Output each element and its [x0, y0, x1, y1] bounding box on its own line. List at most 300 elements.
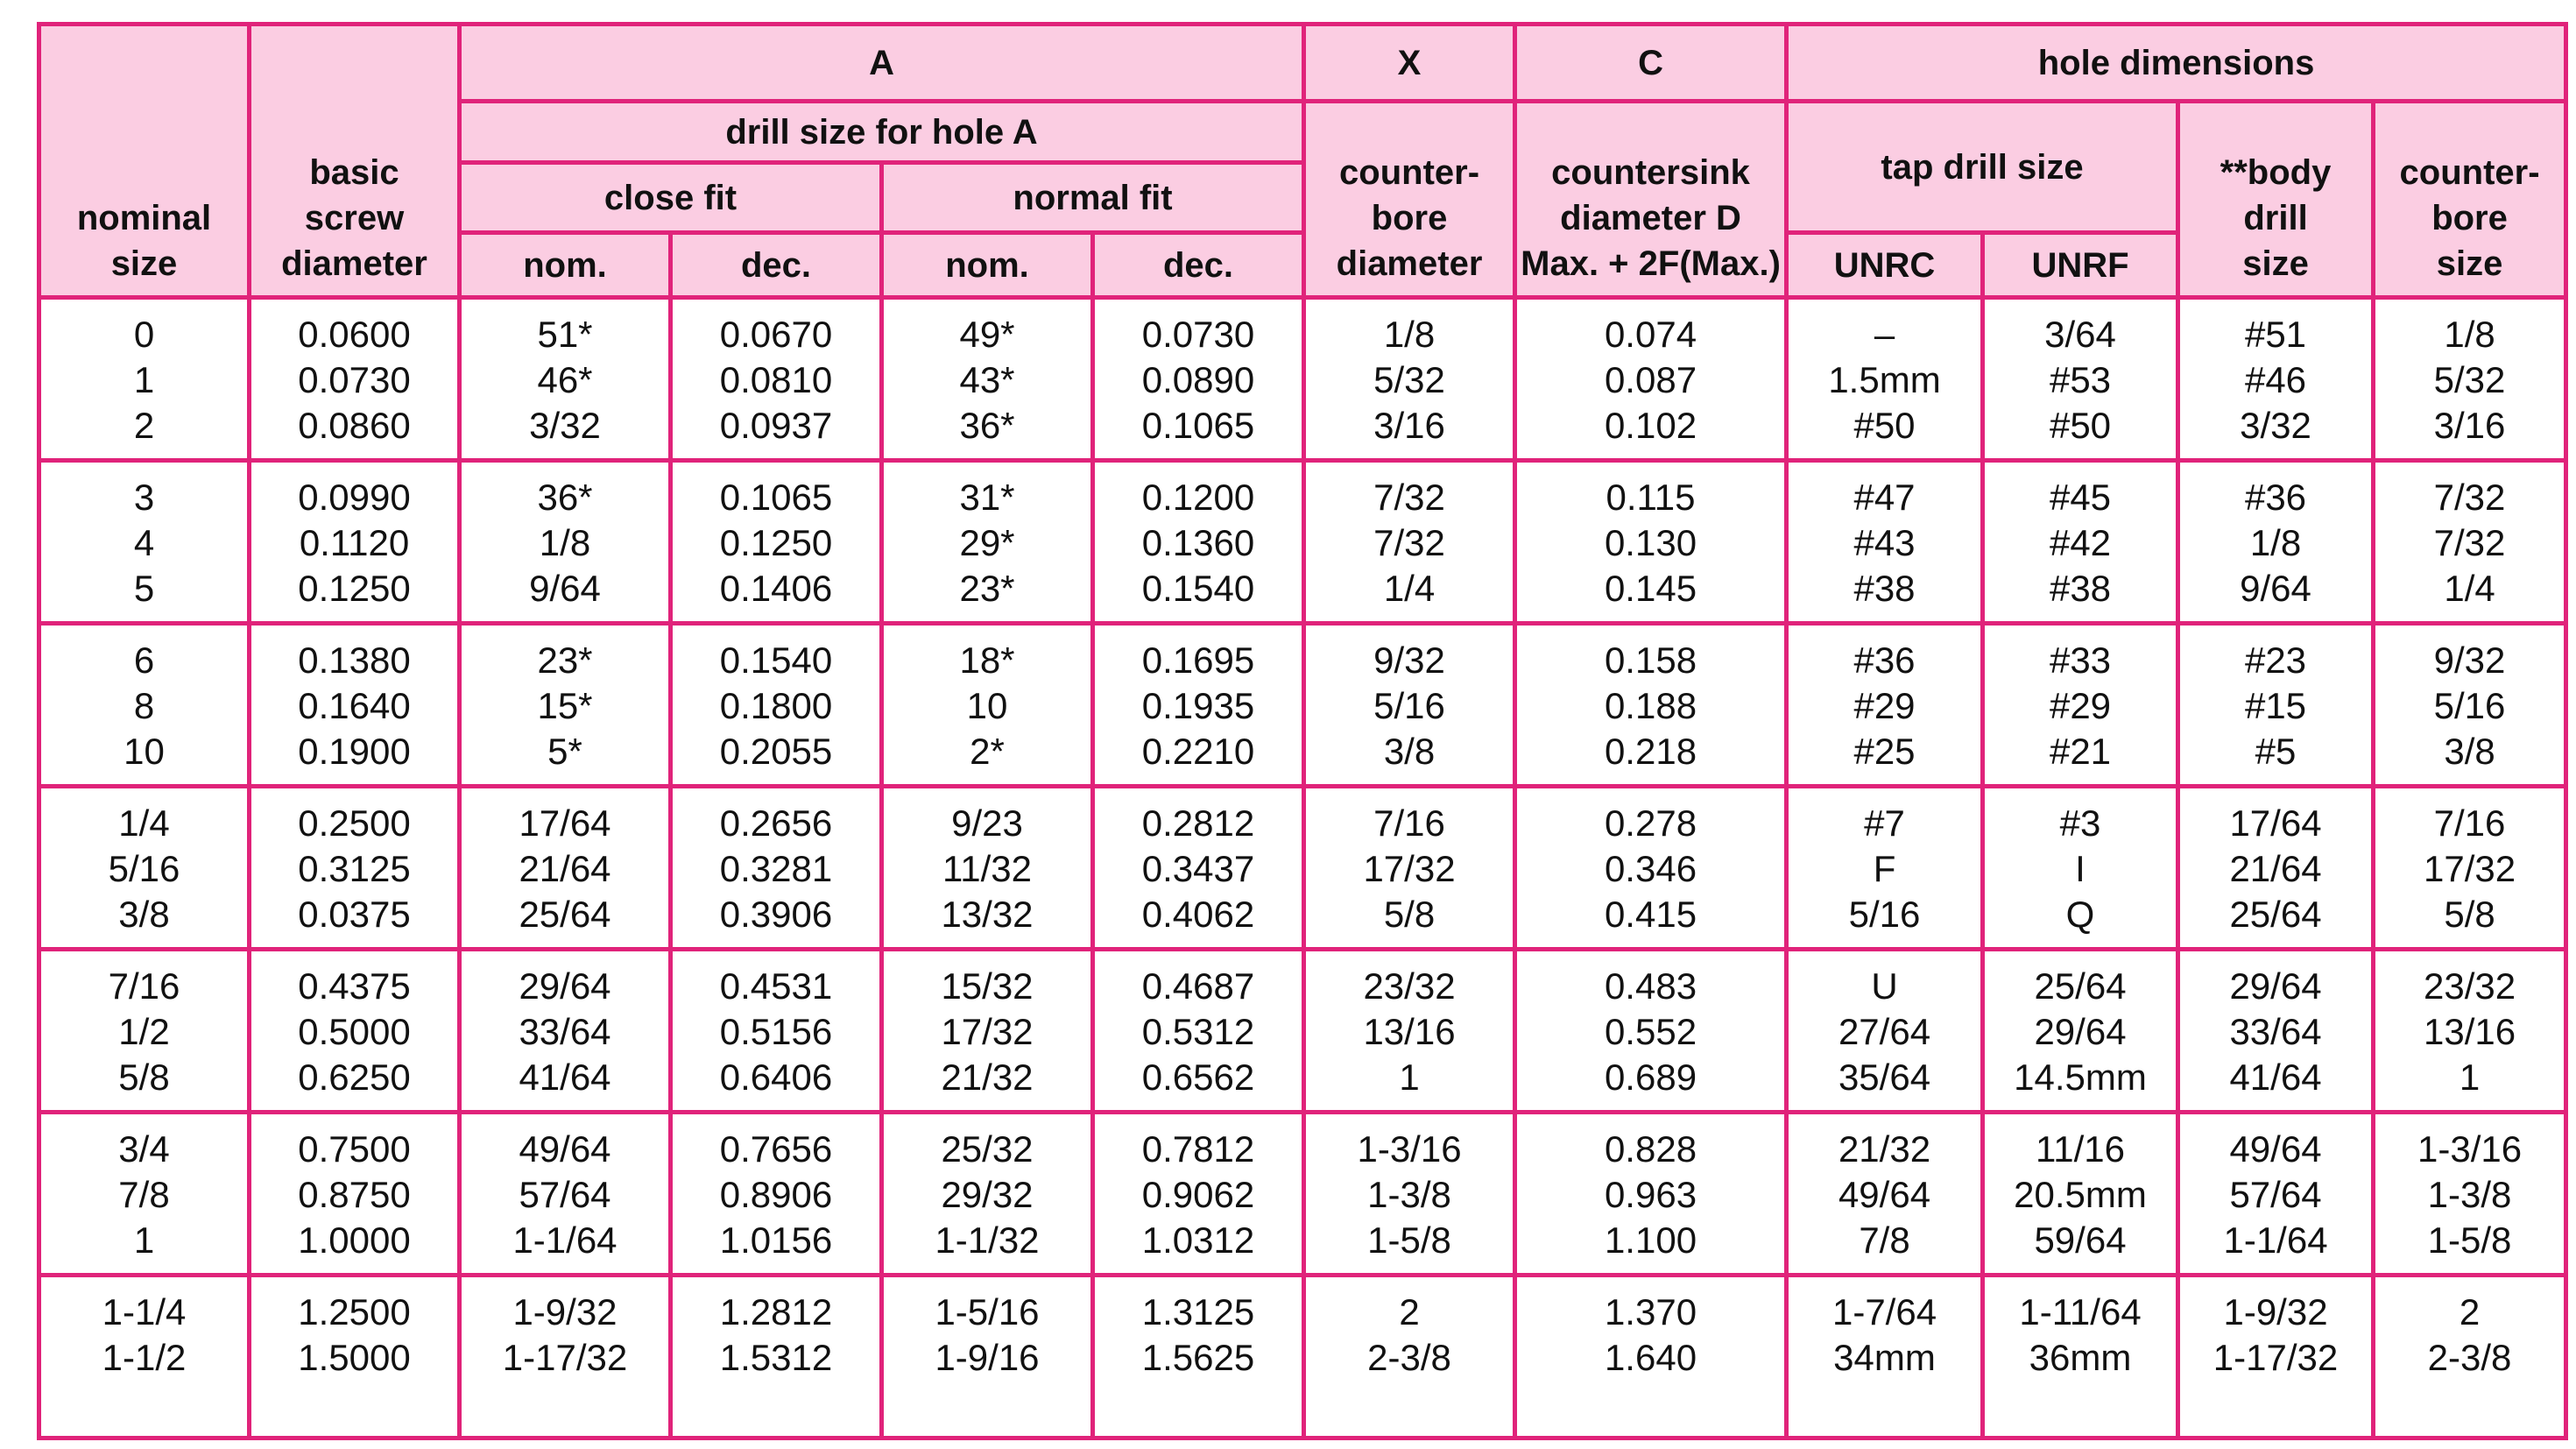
cell-value: 1/8 [2444, 314, 2495, 355]
cell-value: 36* [959, 405, 1015, 446]
cell-value: 31* [959, 477, 1015, 518]
cell-value: 1-5/16 [935, 1291, 1040, 1332]
cell-close-fit-nom [460, 1113, 671, 1276]
cell-tap-unrf [1983, 787, 2178, 950]
cell-value: 1/8 [1383, 314, 1436, 355]
cell-normal-fit-nom [882, 950, 1093, 1113]
cell-body-drill-size [2178, 950, 2374, 1113]
cell-value: 1.5000 [298, 1337, 411, 1378]
cell-value: 1-9/32 [512, 1291, 618, 1332]
cell-value: 25/64 [2229, 894, 2322, 935]
cell-value: 1.5mm [1828, 359, 1941, 400]
cell-value: 7/32 [1373, 477, 1445, 518]
cell-value: 57/64 [519, 1174, 611, 1215]
cell-value: #21 [2049, 731, 2112, 772]
cell-value: 0.2812 [1141, 802, 1255, 844]
cell-value: 0.188 [1604, 685, 1697, 726]
cell-tap-unrf [1983, 298, 2178, 461]
header-unrf: UNRF [1983, 233, 2178, 298]
cell-value: 0.1380 [298, 640, 411, 681]
header-close-nom: nom. [460, 233, 671, 298]
cell-value: 9/64 [2240, 568, 2311, 609]
cell-value: 0.8906 [719, 1174, 833, 1215]
cell-value: 9/32 [1373, 640, 1445, 681]
cell-value: 3/8 [1383, 731, 1436, 772]
cell-value: #38 [1853, 568, 1916, 609]
cell-value: #50 [2049, 405, 2112, 446]
cell-value: 23/32 [2423, 965, 2516, 1007]
cell-value: 29/64 [519, 965, 611, 1007]
cell-normal-fit-nom [882, 298, 1093, 461]
cell-value: 34mm [1833, 1337, 1936, 1378]
cell-value: 0.2500 [298, 802, 411, 844]
cell-countersink-diameter [1515, 1276, 1787, 1438]
cell-body-drill-size [2178, 787, 2374, 950]
cell-value: 1.0312 [1141, 1219, 1255, 1261]
cell-counterbore-diameter [1304, 461, 1515, 624]
cell-value: #45 [2049, 477, 2112, 518]
cell-value: #23 [2244, 640, 2307, 681]
cell-value: #7 [1864, 802, 1905, 844]
cell-value: 1-1/64 [512, 1219, 618, 1261]
cell-value: 2* [970, 731, 1005, 772]
cell-value: 5/16 [1373, 685, 1445, 726]
cell-tap-unrc [1787, 950, 1983, 1113]
cell-value: 7/32 [1373, 522, 1445, 563]
cell-close-fit-dec [671, 624, 882, 787]
cell-value: 0.2210 [1141, 731, 1255, 772]
cell-value: 0.8750 [298, 1174, 411, 1215]
cell-value: 1-11/64 [2019, 1291, 2142, 1332]
cell-value: #36 [1853, 640, 1916, 681]
cell-value: – [1874, 314, 1895, 355]
cell-value: 1.2812 [719, 1291, 833, 1332]
cell-value: 57/64 [2229, 1174, 2322, 1215]
cell-tap-unrc [1787, 787, 1983, 950]
cell-value: 0.6250 [298, 1057, 411, 1098]
cell-normal-fit-nom [882, 787, 1093, 950]
cell-value: 5/32 [2433, 359, 2506, 400]
cell-value: 1/8 [2249, 522, 2302, 563]
cell-value: 1 [133, 359, 155, 400]
cell-value: 29/32 [941, 1174, 1034, 1215]
cell-value: #33 [2049, 640, 2112, 681]
cell-value: 0.158 [1604, 640, 1697, 681]
cell-tap-unrf [1983, 1113, 2178, 1276]
cell-countersink-diameter [1515, 298, 1787, 461]
cell-value: 17/32 [941, 1011, 1034, 1052]
cell-value: 0.1640 [298, 685, 411, 726]
cell-nominal-size [39, 1276, 250, 1438]
cell-value: 0.3437 [1141, 848, 1255, 889]
cell-value: 0.7656 [719, 1128, 833, 1170]
header-line: size [110, 244, 178, 283]
header-line: diameter [281, 244, 427, 283]
cell-value: 23* [537, 640, 593, 681]
cell-counterbore-diameter [1304, 1276, 1515, 1438]
header-line: counter- [2399, 153, 2540, 192]
cell-countersink-diameter [1515, 787, 1787, 950]
cell-value: 29/64 [2034, 1011, 2127, 1052]
cell-value: 5/32 [1373, 359, 1445, 400]
header-basic-screw-diameter [250, 25, 460, 298]
cell-counterbore-size [2374, 461, 2566, 624]
header-counterbore-size [2374, 102, 2566, 298]
header-normal-fit: normal fit [882, 163, 1304, 233]
cell-value: 0.1360 [1141, 522, 1255, 563]
cell-value: 1-1/4 [102, 1291, 187, 1332]
cell-value: 0.1200 [1141, 477, 1255, 518]
cell-value: 13/32 [941, 894, 1034, 935]
cell-value: 0 [133, 314, 155, 355]
cell-value: 0.346 [1604, 848, 1697, 889]
header-group-x: X [1304, 25, 1515, 102]
cell-value: 1 [1399, 1057, 1420, 1098]
cell-close-fit-nom [460, 787, 671, 950]
cell-value: 0.415 [1604, 894, 1697, 935]
cell-value: 3/8 [2444, 731, 2495, 772]
cell-value: 2 [2459, 1291, 2481, 1332]
cell-value: 0.0600 [298, 314, 411, 355]
cell-tap-unrf [1983, 1276, 2178, 1438]
cell-value: 3/32 [2240, 405, 2311, 446]
cell-value: 3 [133, 477, 155, 518]
cell-value: 3/4 [118, 1128, 170, 1170]
cell-value: 29/64 [2229, 965, 2322, 1007]
cell-value: 0.1120 [299, 522, 410, 563]
header-line: size [2436, 244, 2503, 283]
cell-counterbore-size [2374, 1276, 2566, 1438]
cell-value: 17/64 [2229, 802, 2322, 844]
cell-value: 0.689 [1604, 1057, 1697, 1098]
cell-value: 3/64 [2044, 314, 2116, 355]
cell-value: 25/64 [519, 894, 611, 935]
cell-value: 21/32 [941, 1057, 1034, 1098]
cell-nominal-size [39, 1113, 250, 1276]
cell-value: 46* [537, 359, 593, 400]
cell-value: 1/4 [1383, 568, 1436, 609]
cell-value: 0.0890 [1141, 359, 1255, 400]
cell-value: 0.1695 [1141, 640, 1255, 681]
cell-value: 1 [2459, 1057, 2481, 1098]
cell-value: 7/16 [108, 965, 180, 1007]
cell-value: 59/64 [2034, 1219, 2127, 1261]
cell-value: 0.4531 [719, 965, 833, 1007]
cell-normal-fit-dec [1093, 1276, 1304, 1438]
cell-counterbore-size [2374, 298, 2566, 461]
cell-normal-fit-nom [882, 624, 1093, 787]
cell-value: 7/16 [1373, 802, 1445, 844]
cell-basic-diameter [250, 298, 460, 461]
cell-countersink-diameter [1515, 1113, 1787, 1276]
cell-value: 0.3906 [719, 894, 833, 935]
cell-value: 0.074 [1604, 314, 1697, 355]
cell-value: 3/16 [2433, 405, 2506, 446]
cell-value: 0.115 [1606, 477, 1696, 518]
header-close-dec: dec. [671, 233, 882, 298]
cell-normal-fit-nom [882, 1276, 1093, 1438]
cell-value: 6 [133, 640, 155, 681]
cell-value: 0.0375 [298, 894, 411, 935]
cell-tap-unrc [1787, 624, 1983, 787]
cell-value: 10 [966, 685, 1008, 726]
cell-value: 27/64 [1838, 1011, 1931, 1052]
cell-value: 49/64 [519, 1128, 611, 1170]
cell-normal-fit-dec [1093, 787, 1304, 950]
cell-close-fit-dec [671, 787, 882, 950]
cell-value: 14.5mm [2014, 1057, 2147, 1098]
cell-close-fit-nom [460, 950, 671, 1113]
cell-nominal-size [39, 624, 250, 787]
cell-value: 5/8 [118, 1057, 170, 1098]
header-nominal-size [39, 25, 250, 298]
cell-value: 5 [133, 568, 155, 609]
header-counterbore-diameter [1304, 102, 1515, 298]
cell-value: 0.1406 [719, 568, 833, 609]
cell-counterbore-diameter [1304, 1113, 1515, 1276]
cell-value: 2 [1399, 1291, 1420, 1332]
cell-tap-unrc [1787, 1113, 1983, 1276]
cell-value: 41/64 [519, 1057, 611, 1098]
cell-value: 13/16 [1363, 1011, 1456, 1052]
cell-value: 49/64 [1838, 1174, 1931, 1215]
cell-value: 11/32 [942, 848, 1032, 889]
cell-normal-fit-dec [1093, 461, 1304, 624]
cell-value: U [1871, 965, 1898, 1007]
cell-value: 1/8 [539, 522, 591, 563]
cell-value: 2 [133, 405, 155, 446]
cell-normal-fit-nom [882, 1113, 1093, 1276]
header-line: size [2242, 244, 2309, 283]
cell-close-fit-nom [460, 1276, 671, 1438]
cell-value: 0.1935 [1141, 685, 1255, 726]
cell-value: 0.5156 [719, 1011, 833, 1052]
table-row [39, 461, 2566, 624]
header-line: bore [2431, 199, 2508, 237]
cell-value: 1 [133, 1219, 155, 1261]
cell-close-fit-dec [671, 461, 882, 624]
cell-tap-unrc [1787, 1276, 1983, 1438]
cell-value: 1-17/32 [502, 1337, 628, 1378]
table-row [39, 787, 2566, 950]
header-line: basic [309, 153, 399, 192]
cell-basic-diameter [250, 624, 460, 787]
cell-value: 0.552 [1604, 1011, 1697, 1052]
cell-value: 11/16 [2036, 1128, 2126, 1170]
cell-value: 17/64 [519, 802, 611, 844]
cell-value: 0.102 [1604, 405, 1697, 446]
cell-counterbore-size [2374, 950, 2566, 1113]
cell-countersink-diameter [1515, 624, 1787, 787]
cell-basic-diameter [250, 1276, 460, 1438]
header-countersink-diameter [1515, 102, 1787, 298]
header-line: diameter [1336, 244, 1483, 283]
cell-value: 1-3/16 [1357, 1128, 1462, 1170]
cell-value: 0.218 [1604, 731, 1697, 772]
cell-value: 0.130 [1604, 522, 1697, 563]
cell-value: 0.1540 [1141, 568, 1255, 609]
header-line: Max. + 2F(Max.) [1521, 244, 1781, 283]
cell-counterbore-size [2374, 1113, 2566, 1276]
cell-value: 1-5/8 [1367, 1219, 1451, 1261]
cell-counterbore-diameter [1304, 624, 1515, 787]
cell-value: 3/32 [529, 405, 601, 446]
cell-value: 8 [133, 685, 155, 726]
cell-nominal-size [39, 298, 250, 461]
cell-value: 5/16 [1848, 894, 1921, 935]
cell-value: 0.1800 [719, 685, 833, 726]
cell-tap-unrf [1983, 461, 2178, 624]
cell-body-drill-size [2178, 298, 2374, 461]
cell-value: 1-7/64 [1831, 1291, 1937, 1332]
header-drill-size-for-hole-a: drill size for hole A [460, 102, 1304, 163]
cell-value: 1/4 [118, 802, 170, 844]
cell-value: 23/32 [1363, 965, 1456, 1007]
cell-value: 5/16 [108, 848, 180, 889]
cell-value: 17/32 [1363, 848, 1456, 889]
cell-value: 2-3/8 [1367, 1337, 1451, 1378]
cell-countersink-diameter [1515, 950, 1787, 1113]
cell-value: 0.5000 [298, 1011, 411, 1052]
cell-value: 1-1/2 [102, 1337, 187, 1378]
cell-value: 1-1/32 [935, 1219, 1040, 1261]
cell-value: 23* [959, 568, 1015, 609]
cell-value: 1/2 [118, 1011, 170, 1052]
cell-value: 0.0730 [1141, 314, 1255, 355]
cell-value: 21/32 [1838, 1128, 1931, 1170]
cell-value: 0.1250 [719, 522, 833, 563]
cell-value: #29 [2049, 685, 2112, 726]
cell-value: 0.3125 [298, 848, 411, 889]
cell-value: 5/16 [2433, 685, 2506, 726]
cell-basic-diameter [250, 461, 460, 624]
cell-value: 0.1065 [1141, 405, 1255, 446]
cell-value: 0.0730 [298, 359, 411, 400]
cell-value: 35/64 [1838, 1057, 1931, 1098]
cell-value: 1.100 [1604, 1219, 1697, 1261]
cell-close-fit-nom [460, 624, 671, 787]
cell-close-fit-nom [460, 298, 671, 461]
cell-close-fit-dec [671, 1276, 882, 1438]
cell-normal-fit-nom [882, 461, 1093, 624]
cell-value: 7/8 [1859, 1219, 1910, 1261]
header-line: nominal [76, 199, 212, 237]
cell-value: 0.0810 [719, 359, 833, 400]
cell-value: 9/23 [951, 802, 1023, 844]
table-row [39, 624, 2566, 787]
cell-normal-fit-dec [1093, 298, 1304, 461]
cell-value: 5/8 [1383, 894, 1436, 935]
cell-value: 0.5312 [1141, 1011, 1255, 1052]
cell-value: 33/64 [2229, 1011, 2322, 1052]
cell-normal-fit-dec [1093, 624, 1304, 787]
cell-value: 20.5mm [2014, 1174, 2147, 1215]
header-line: countersink [1551, 153, 1750, 192]
cell-counterbore-diameter [1304, 298, 1515, 461]
cell-value: 7/16 [2433, 802, 2506, 844]
cell-value: #29 [1853, 685, 1916, 726]
cell-value: 0.9062 [1141, 1174, 1255, 1215]
header-normal-nom: nom. [882, 233, 1093, 298]
header-group-a: A [460, 25, 1304, 102]
cell-value: 7/8 [118, 1174, 170, 1215]
header-line: diameter D [1560, 199, 1741, 237]
cell-value: 0.0937 [719, 405, 833, 446]
cell-value: 1-3/16 [2417, 1128, 2523, 1170]
header-line: counter- [1339, 153, 1480, 192]
cell-value: 1.0156 [719, 1219, 833, 1261]
cell-value: 0.087 [1604, 359, 1697, 400]
cell-value: 0.6406 [719, 1057, 833, 1098]
cell-value: 25/32 [941, 1128, 1034, 1170]
header-line: bore [1371, 199, 1448, 237]
header-group-hole-dimensions: hole dimensions [1787, 25, 2566, 102]
cell-value: 0.3281 [719, 848, 833, 889]
cell-value: 0.828 [1604, 1128, 1697, 1170]
cell-close-fit-dec [671, 950, 882, 1113]
cell-value: 21/64 [519, 848, 611, 889]
cell-counterbore-diameter [1304, 787, 1515, 950]
cell-value: 13/16 [2423, 1011, 2516, 1052]
cell-value: 1-3/8 [2427, 1174, 2512, 1215]
cell-value: 1.5312 [719, 1337, 833, 1378]
cell-value: 0.4062 [1141, 894, 1255, 935]
cell-body-drill-size [2178, 1276, 2374, 1438]
cell-value: 7/32 [2433, 477, 2506, 518]
cell-value: #46 [2244, 359, 2307, 400]
cell-nominal-size [39, 461, 250, 624]
cell-value: 33/64 [519, 1011, 611, 1052]
cell-value: 0.6562 [1141, 1057, 1255, 1098]
cell-value: 51* [537, 314, 593, 355]
cell-value: 0.0860 [298, 405, 411, 446]
header-unrc: UNRC [1787, 233, 1983, 298]
cell-value: #15 [2244, 685, 2307, 726]
cell-value: #25 [1853, 731, 1916, 772]
cell-basic-diameter [250, 950, 460, 1113]
header-line: screw [304, 199, 405, 237]
cell-counterbore-size [2374, 624, 2566, 787]
table-row [39, 1276, 2566, 1438]
cell-nominal-size [39, 950, 250, 1113]
cell-value: 1.370 [1604, 1291, 1697, 1332]
cell-value: #5 [2255, 731, 2297, 772]
cell-value: Q [2065, 894, 2095, 935]
cell-value: #38 [2049, 568, 2112, 609]
cell-value: 1-1/64 [2223, 1219, 2328, 1261]
cell-tap-unrf [1983, 624, 2178, 787]
cell-value: 36* [537, 477, 593, 518]
table-row [39, 298, 2566, 461]
cell-value: 4 [133, 522, 155, 563]
cell-value: 5* [547, 731, 582, 772]
cell-tap-unrc [1787, 461, 1983, 624]
header-line: drill [2243, 199, 2308, 237]
cell-value: #43 [1853, 522, 1916, 563]
cell-value: #47 [1853, 477, 1916, 518]
cell-value: 15* [537, 685, 593, 726]
cell-value: 0.2656 [719, 802, 833, 844]
cell-value: 25/64 [2034, 965, 2127, 1007]
cell-value: 0.145 [1604, 568, 1697, 609]
cell-value: #42 [2049, 522, 2112, 563]
header-normal-dec: dec. [1093, 233, 1304, 298]
cell-countersink-diameter [1515, 461, 1787, 624]
cell-value: 15/32 [941, 965, 1034, 1007]
cell-value: 0.483 [1604, 965, 1697, 1007]
cell-value: 0.1065 [719, 477, 833, 518]
cell-value: 36mm [2029, 1337, 2132, 1378]
